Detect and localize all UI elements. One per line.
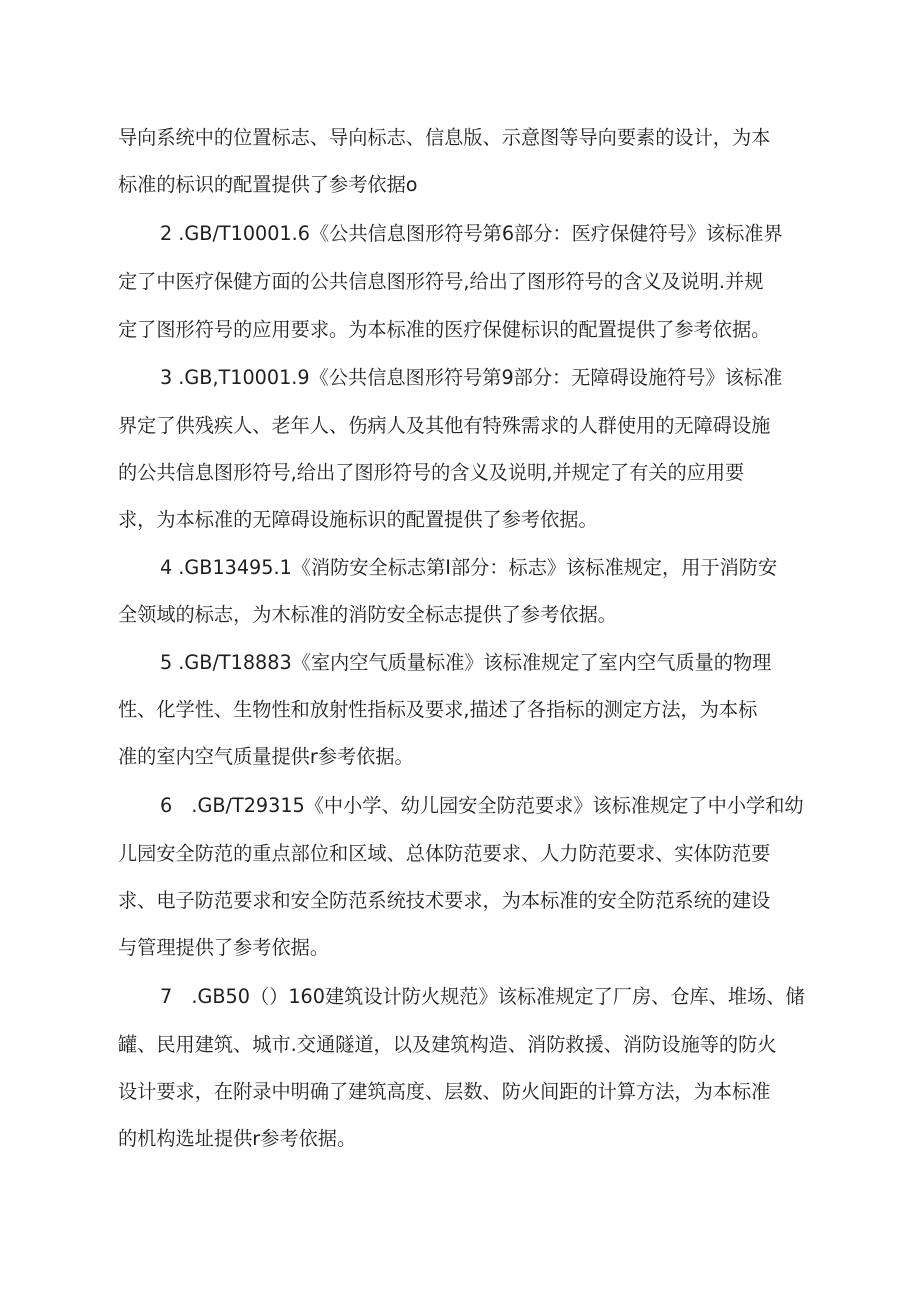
item-5-line-1: 5 .GB/T18883《室内空气质量标准》该标准规定了室内空气质量的物理 xyxy=(160,651,772,674)
item-2-line-1: 2 .GB/T10001.6《公共信息图形符号第6部分：医疗保健符号》该标准界 xyxy=(160,222,783,245)
item-4-line-2: 全领域的标志，为木标准的消防安全标志提供了参考依据。 xyxy=(118,603,617,626)
item-5-line-3: 准的室内空气质量提供r参考依据。 xyxy=(118,745,414,768)
item-4-line-1: 4 .GB13495.1《消防安全标志第I部分：标志》该标准规定，用于消防安 xyxy=(160,556,778,579)
item-6-line-4: 与管理提供了参考依据。 xyxy=(118,936,330,959)
item-2-line-3: 定了图形符号的应用要求。为本标准的医疗保健标识的配置提供了参考依据。 xyxy=(118,318,771,341)
item-5-line-2: 性、化学性、生物性和放射性指标及要求,描述了各指标的测定方法，为本标 xyxy=(118,698,758,721)
item-3-line-4: 求，为本标准的无障碍设施标识的配置提供了参考依据。 xyxy=(118,508,598,531)
item-2-line-2: 定了中医疗保健方面的公共信息图形符号,给出了图形符号的含义及说明.并规 xyxy=(118,270,764,293)
paragraph-1-line-1: 导向系统中的位置标志、导向标志、信息版、示意图等导向要素的设计，为本 xyxy=(118,126,771,149)
item-7-line-4: 的机构选址提供r参考依据。 xyxy=(118,1127,357,1150)
item-3-line-3: 的公共信息图形符号,给出了图形符号的含义及说明,并规定了有关的应用要 xyxy=(118,461,745,484)
item-7-line-2: 罐、民用建筑、城市.交通隧道，以及建筑构造、消防救援、消防设施等的防火 xyxy=(118,1033,777,1056)
item-6-line-1: 6 .GB∕T29315《中小学、幼儿园安全防范要求》该标准规定了中小学和幼 xyxy=(160,794,804,817)
item-6-line-3: 求、电子防范要求和安全防范系统技术要求，为本标准的安全防范系统的建设 xyxy=(118,889,771,912)
item-6-line-2: 儿园安全防范的重点部位和区域、总体防范要求、人力防范要求、实体防范要 xyxy=(118,842,771,865)
paragraph-1-line-2: 标准的标识的配置提供了参考依据o xyxy=(118,173,418,196)
item-3-line-1: 3 .GB,T10001.9《公共信息图形符号第9部分：无障碍设施符号》该标准 xyxy=(160,366,783,389)
item-3-line-2: 界定了供残疾人、老年人、伤病人及其他有特殊需求的人群使用的无障碍设施 xyxy=(118,414,771,437)
item-7-line-3: 设计要求，在附录中明确了建筑高度、层数、防火间距的计算方法，为本标准 xyxy=(118,1080,771,1103)
item-7-line-1: 7 .GB50（）160建筑设计防火规范》该标准规定了厂房、仓库、堆场、储 xyxy=(160,985,805,1008)
